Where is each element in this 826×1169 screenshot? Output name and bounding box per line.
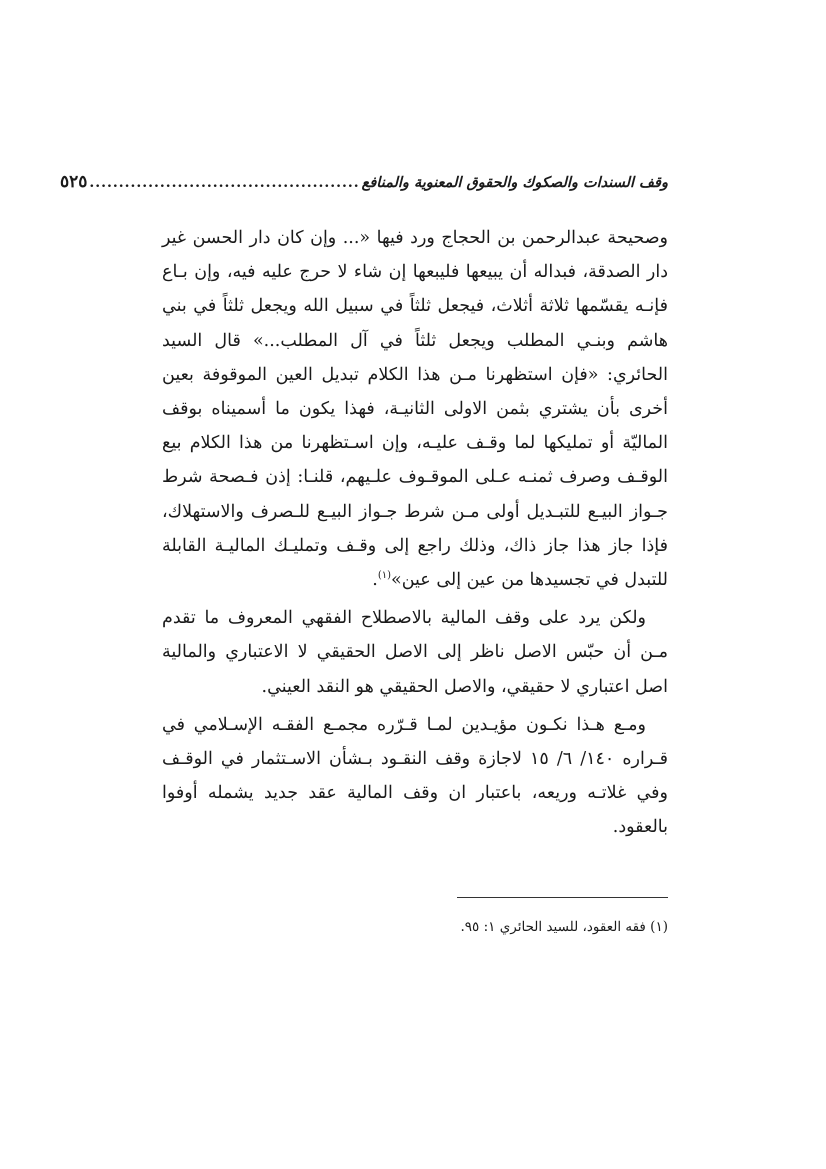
paragraph-1 xyxy=(162,221,668,597)
header-leader-dots: .............................................. xyxy=(89,175,360,191)
footnote-divider xyxy=(457,897,668,898)
paragraph-2: ولكن يرد على وقف المالية بالاصطلاح الفقهي المعروف ما تقدم مـن أن حبّس الاصل ناظر إلى الاصل الحقيقي لا الاعتباري والمالية اصل اعتباري لا حقيقي، والاصل الحقيقي هو النقد العيني. xyxy=(162,608,668,697)
paragraph-3: ومـع هـذا نكـون مؤيـدين لمـا قـرّره مجمـع الفقـه الإسـلامي في قـراره ١٤٠/ ٦/ ١٥ لاجازة وقف النقـود بـشأن الاسـتثمار في الوقـف وفي غلاتـه وريعه، باعتبار ان وقف المالية عقد جديد يشمله أوفوا بالعقود. xyxy=(162,714,668,838)
body-text xyxy=(162,221,668,849)
footnote-reference[interactable]: (١) xyxy=(377,570,391,582)
footnote: (١) فقه العقود، للسيد الحائري ١: ٩٥. xyxy=(460,919,668,935)
paragraph-1-text: وصحيحة عبدالرحمن بن الحجاج ورد فيها «... وإن كان دار الحسن غير دار الصدقة، فبداله أن يبيعها فليبعها إن شاء لا حرج عليه فيه، وإن بـاع فإنـه يقسّمها ثلاثة أثلاث، فيجعل ثلثاً في سبيل الله ويجعل ثلثاً في بني هاشم وبنـي المطلب ويجعل ثلثاً في آل المطلب...» قال السيد الحائري: «فإن استظهرنا مـن هذا الكلام تبديل العين الموقوفة بعين أخرى بأن يشتري بثمن الاولى الثانيـة، فهذا يكون ما أسميناه بوقف الماليّة أو تمليكها لما وقـف عليـه، وإن اسـتظهرنا من هذا الكلام بيع الوقـف وصرف ثمنـه عـلى الموقـوف علـيهم، قلنـا: إذن فـصحة شرط جـواز البيـع للتبـديل أولى مـن شرط جـواز البيـع للـصرف والاستهلاك، فإذا جاز هذا جاز ذاك، وذلك راجع إلى وقـف وتمليـك الماليـة القابلة للتبدل في تجسيدها من عين إلى عين» xyxy=(162,228,668,591)
page-header xyxy=(60,172,668,202)
running-title: وقف السندات والصكوك والحقوق المعنوية والمنافع xyxy=(361,174,668,191)
paragraph-1-end: . xyxy=(372,570,378,591)
page-number: ٥٢٥ xyxy=(60,172,88,192)
